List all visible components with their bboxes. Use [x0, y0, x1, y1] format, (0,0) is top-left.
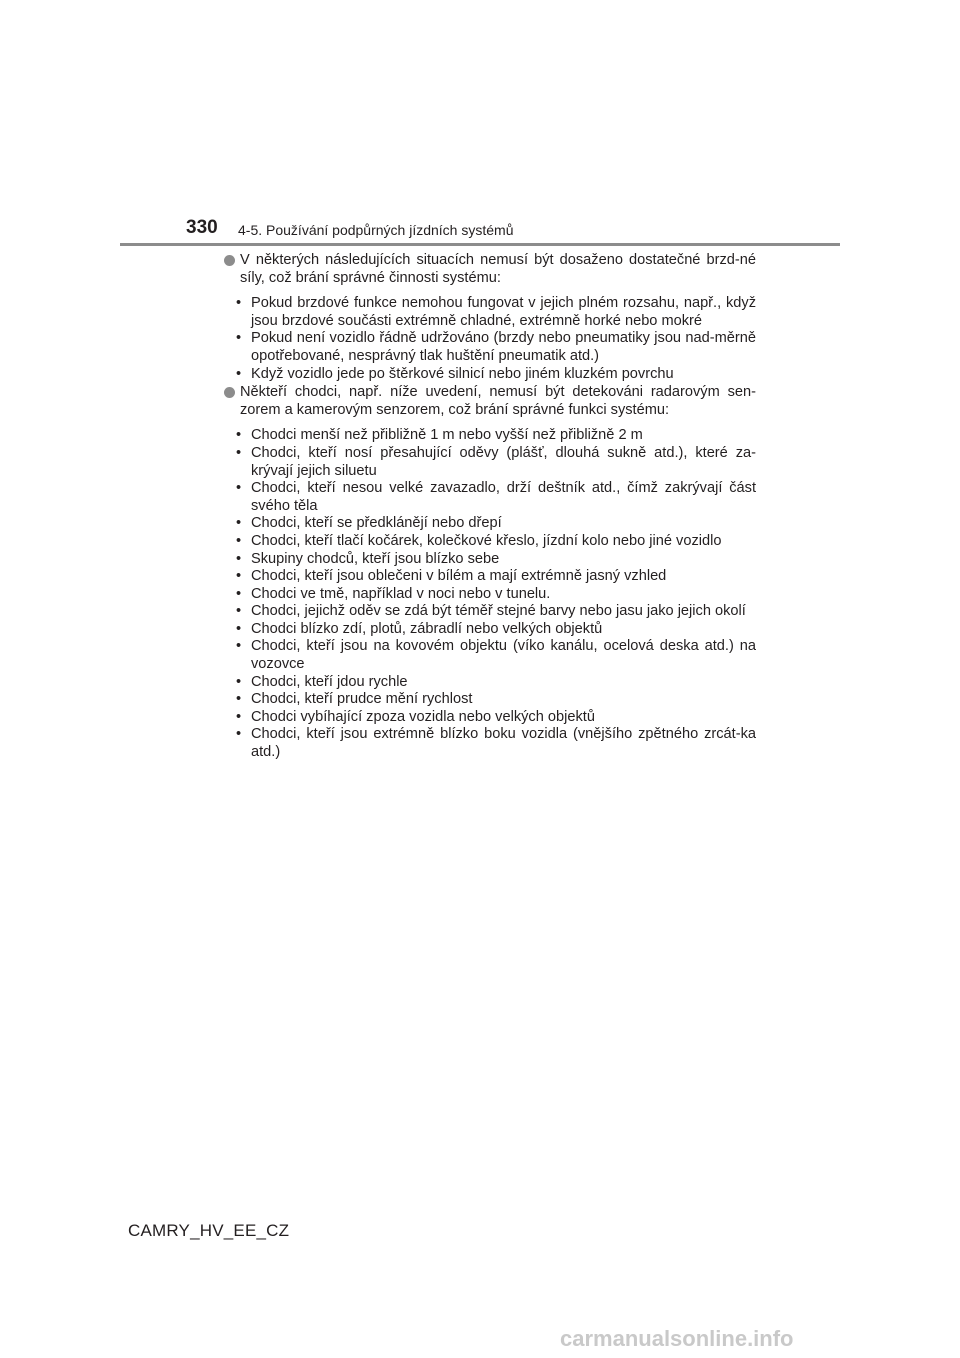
bullet-icon: •	[236, 691, 242, 708]
list-item-text: Chodci ve tmě, například v noci nebo v tunelu.	[251, 585, 551, 602]
page-number: 330	[186, 217, 218, 238]
list-item-text: Pokud není vozidlo řádně udržováno (brzdy nebo pneumatiky jsou nad-měrně opotřebované, nesprávný tlak huštění pneumatik atd.)	[251, 330, 756, 364]
list-item	[236, 638, 756, 673]
bullet-icon: •	[236, 603, 242, 620]
bullet-icon: •	[236, 532, 242, 549]
paragraph-text: Někteří chodci, např. níže uvedení, nemusí být detekováni radarovým sen-zorem a kamerovým senzorem, což brání správné funkci systému:	[240, 384, 756, 418]
paragraph-block	[224, 384, 756, 761]
list-item	[236, 691, 756, 709]
list-item	[236, 427, 756, 445]
paragraph	[224, 384, 756, 419]
bullet-icon: •	[236, 638, 242, 655]
list-item	[236, 365, 756, 384]
list-item	[236, 515, 756, 533]
list-item	[236, 620, 756, 639]
page-content	[224, 252, 756, 762]
bullet-icon: •	[236, 620, 242, 637]
bullet-icon: •	[236, 444, 242, 461]
list-item-text: Chodci, kteří tlačí kočárek, kolečkové křeslo, jízdní kolo nebo jiné vozidlo	[251, 532, 722, 549]
list-item-text: Chodci, kteří se předklánějí nebo dřepí	[251, 515, 502, 532]
list-item	[236, 550, 756, 569]
list-item	[236, 726, 756, 761]
list-item-text: Pokud brzdové funkce nemohou fungovat v jejich plném rozsahu, např., když jsou brzdové součásti extrémně chladné, extrémně horké nebo mokré	[251, 295, 756, 329]
bullet-icon: •	[236, 365, 242, 382]
paragraph-text: V některých následujících situacích nemusí být dosaženo dostatečné brzd-né síly, což brání správné činnosti systému:	[240, 252, 756, 286]
list-item-text: Chodci, kteří nosí přesahující oděvy (plášť, dlouhá sukně atd.), které za-krývají jejich siluetu	[251, 444, 756, 479]
list-item	[236, 532, 756, 551]
list-item	[236, 603, 756, 621]
list-item-text: Chodci vybíhající zpoza vozidla nebo velkých objektů	[251, 708, 595, 725]
bullet-icon: •	[236, 673, 242, 690]
sub-list	[224, 295, 756, 383]
bullet-icon: •	[236, 427, 242, 444]
list-item	[236, 444, 756, 480]
bullet-icon: •	[236, 515, 242, 532]
bullet-icon: •	[236, 480, 242, 497]
list-item-text: Chodci, kteří jsou oblečeni v bílém a mají extrémně jasný vzhled	[251, 568, 667, 585]
document-code: CAMRY_HV_EE_CZ	[128, 1221, 290, 1240]
bullet-icon: •	[236, 585, 242, 602]
list-item-text: Chodci, kteří jdou rychle	[251, 673, 408, 690]
sub-list	[224, 427, 756, 761]
list-item	[236, 568, 756, 586]
bullet-icon: •	[236, 726, 242, 743]
list-item	[236, 480, 756, 515]
paragraph-bullet-icon	[224, 387, 235, 398]
list-item	[236, 673, 756, 692]
watermark: carmanualsonline.info	[560, 1326, 794, 1351]
paragraph-bullet-icon	[224, 255, 235, 266]
bullet-icon: •	[236, 568, 242, 585]
list-item	[236, 708, 756, 727]
list-item-text: Chodci blízko zdí, plotů, zábradlí nebo velkých objektů	[251, 620, 603, 637]
list-item-text: Chodci menší než přibližně 1 m nebo vyšší než přibližně 2 m	[251, 427, 643, 444]
bullet-icon: •	[236, 295, 242, 312]
bullet-icon: •	[236, 330, 242, 347]
list-item-text: Chodci, kteří jsou na kovovém objektu (víko kanálu, ocelová deska atd.) na vozovce	[251, 638, 756, 673]
section-title: 4-5. Používání podpůrných jízdních systémů	[238, 222, 514, 238]
list-item	[236, 330, 756, 365]
list-item	[236, 295, 756, 330]
header-rule	[120, 243, 840, 246]
paragraph	[224, 252, 756, 287]
list-item-text: Skupiny chodců, kteří jsou blízko sebe	[251, 550, 500, 567]
list-item-text: Chodci, kteří nesou velké zavazadlo, drží deštník atd., čímž zakrývají část svého těla	[251, 480, 756, 514]
list-item-text: Když vozidlo jede po štěrkové silnicí nebo jiném kluzkém povrchu	[251, 365, 674, 382]
bullet-icon: •	[236, 708, 242, 725]
bullet-icon: •	[236, 550, 242, 567]
list-item-text: Chodci, jejichž oděv se zdá být téměř stejné barvy nebo jasu jako jejich okolí	[251, 603, 746, 620]
list-item-text: Chodci, kteří prudce mění rychlost	[251, 691, 473, 708]
list-item	[236, 585, 756, 604]
list-item-text: Chodci, kteří jsou extrémně blízko boku vozidla (vnějšího zpětného zrcát-ka atd.)	[251, 726, 756, 761]
paragraph-block	[224, 252, 756, 383]
